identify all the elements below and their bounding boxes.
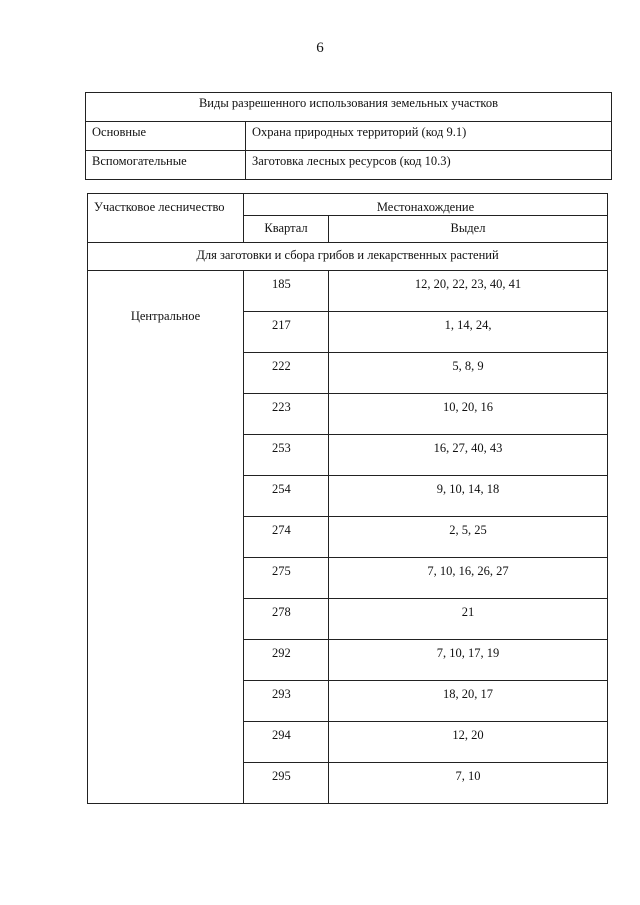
quarter-cell: 295 (244, 763, 329, 804)
section-row (88, 243, 608, 271)
table-row (86, 122, 612, 151)
allotment-cell: 12, 20, 22, 23, 40, 41 (329, 271, 608, 312)
quarter-cell: 293 (244, 681, 329, 722)
allotment-cell: 5, 8, 9 (329, 353, 608, 394)
page-number: 6 (316, 40, 324, 56)
allotment-cell: 7, 10, 17, 19 (329, 640, 608, 681)
table-row (86, 151, 612, 180)
allotment-cell: 7, 10 (329, 763, 608, 804)
allotment-cell: 9, 10, 14, 18 (329, 476, 608, 517)
location-table (87, 193, 608, 804)
section-title: Для заготовки и сбора грибов и лекарственных растений (88, 243, 608, 271)
permitted-use-table (85, 92, 612, 180)
header-row (88, 194, 608, 216)
header-allotment: Выдел (329, 216, 608, 243)
quarter-cell: 254 (244, 476, 329, 517)
use-type-auxiliary: Вспомогательные (86, 151, 246, 180)
quarter-cell: 222 (244, 353, 329, 394)
use-value-auxiliary: Заготовка лесных ресурсов (код 10.3) (246, 151, 612, 180)
quarter-cell: 185 (244, 271, 329, 312)
allotment-cell: 10, 20, 16 (329, 394, 608, 435)
header-location: Местонахождение (244, 194, 608, 216)
allotment-cell: 1, 14, 24, (329, 312, 608, 353)
quarter-cell: 274 (244, 517, 329, 558)
forestry-name: Центральное (88, 271, 244, 804)
header-quarter: Квартал (244, 216, 329, 243)
use-type-main: Основные (86, 122, 246, 151)
quarter-cell: 253 (244, 435, 329, 476)
quarter-cell: 223 (244, 394, 329, 435)
quarter-cell: 217 (244, 312, 329, 353)
table-row (88, 271, 608, 312)
allotment-cell: 21 (329, 599, 608, 640)
quarter-cell: 294 (244, 722, 329, 763)
allotment-cell: 2, 5, 25 (329, 517, 608, 558)
allotment-cell: 12, 20 (329, 722, 608, 763)
allotment-cell: 16, 27, 40, 43 (329, 435, 608, 476)
allotment-cell: 18, 20, 17 (329, 681, 608, 722)
table-title: Виды разрешенного использования земельных участков (86, 93, 612, 122)
allotment-cell: 7, 10, 16, 26, 27 (329, 558, 608, 599)
use-value-main: Охрана природных территорий (код 9.1) (246, 122, 612, 151)
quarter-cell: 292 (244, 640, 329, 681)
quarter-cell: 275 (244, 558, 329, 599)
quarter-cell: 278 (244, 599, 329, 640)
table-title-row (86, 93, 612, 122)
header-forestry: Участковое лесничество (88, 194, 244, 243)
